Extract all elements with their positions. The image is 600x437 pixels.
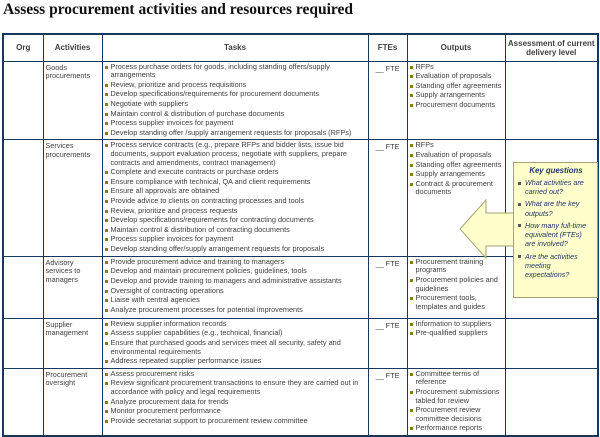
bullet-marker — [105, 122, 108, 125]
output-item: RFPs — [410, 63, 503, 72]
task-item: Ensure that purchased goods and services meet all security, safety and environmental requirements — [105, 339, 366, 356]
bullet-marker — [410, 279, 413, 282]
bullet-marker — [105, 144, 108, 147]
task-item: Address repeated supplier performance issues — [105, 357, 366, 366]
activity-cell: Procurement oversight — [43, 368, 102, 436]
output-item-list — [410, 258, 503, 312]
bullet-marker — [410, 373, 413, 376]
bullet-marker — [410, 173, 413, 176]
output-item: Pre-qualified suppliers — [410, 329, 503, 338]
output-item: Procurement documents — [410, 101, 503, 110]
tasks-cell — [102, 140, 368, 256]
bullet-marker — [105, 229, 108, 232]
callout-list — [518, 178, 594, 279]
callout-title: Key questions — [529, 166, 583, 175]
task-item: Oversight of contracting operations — [105, 287, 366, 296]
output-item: Standing offer agreements — [410, 82, 503, 91]
bullet-marker — [105, 309, 108, 312]
bullet-marker — [410, 85, 413, 88]
output-item: Supply arrangements — [410, 170, 503, 179]
bullet-marker — [105, 200, 108, 203]
bullet-marker — [105, 323, 108, 326]
task-item: Develop standing offer/supply arrangement requests for proposals — [105, 245, 366, 254]
bullet-marker — [105, 248, 108, 251]
outputs-cell — [407, 61, 505, 140]
bullet-marker — [105, 280, 108, 283]
table-row — [3, 368, 598, 436]
header-tasks: Tasks — [102, 34, 368, 61]
bullet-marker — [105, 261, 108, 264]
org-cell — [3, 140, 43, 256]
callout-item: What activities are carried out? — [518, 178, 594, 196]
task-item: Maintain control & distribution of purchase documents — [105, 110, 366, 119]
bullet-marker — [105, 190, 108, 193]
output-item: Supply arrangements — [410, 91, 503, 100]
bullet-marker — [105, 410, 108, 413]
output-item: Procurement training programs — [410, 258, 503, 275]
output-item-list — [410, 141, 503, 197]
bullet-marker — [518, 182, 521, 185]
callout-arrow — [458, 196, 516, 264]
bullet-marker — [410, 66, 413, 69]
ftes-cell: __ FTE — [368, 318, 407, 368]
task-item: Review, prioritize and process requests — [105, 207, 366, 216]
output-item-list — [410, 370, 503, 433]
bullet-marker — [105, 238, 108, 241]
task-item: Process supplier invoices for payment — [105, 235, 366, 244]
table-header — [3, 34, 598, 61]
activity-cell: Goods procurements — [43, 61, 102, 140]
assessment-cell — [505, 368, 598, 436]
table-row — [3, 61, 598, 140]
output-item: RFPs — [410, 141, 503, 150]
bullet-marker — [410, 183, 413, 186]
ftes-cell: __ FTE — [368, 140, 407, 256]
bullet-marker — [105, 342, 108, 345]
bullet-marker — [105, 360, 108, 363]
header-outputs: Outputs — [407, 34, 505, 61]
bullet-marker — [105, 132, 108, 135]
tasks-cell — [102, 368, 368, 436]
callout-item: Are the activities meeting expectations? — [518, 252, 594, 280]
task-item: Provide procurement advice and training to managers — [105, 258, 366, 267]
task-item: Process supplier invoices for payment — [105, 119, 366, 128]
task-item: Negotiate with suppliers — [105, 100, 366, 109]
callout-item: How many full-time equivalent (FTEs) are involved? — [518, 221, 594, 249]
task-item: Review, prioritize and process requisitions — [105, 81, 366, 90]
bullet-marker — [410, 94, 413, 97]
task-item: Develop specifications/requirements for procurement documents — [105, 90, 366, 99]
task-item: Develop standing offer /supply arrangement requests for proposals (RFPs) — [105, 129, 366, 138]
output-item: Standing offer agreements — [410, 161, 503, 170]
org-cell — [3, 368, 43, 436]
bullet-marker — [105, 290, 108, 293]
output-item-list — [410, 320, 503, 338]
bullet-marker — [105, 66, 108, 69]
outputs-cell — [407, 368, 505, 436]
bullet-marker — [105, 210, 108, 213]
bullet-marker — [410, 261, 413, 264]
table-row — [3, 318, 598, 368]
ftes-cell: __ FTE — [368, 368, 407, 436]
task-item: Complete and execute contracts or purchase orders — [105, 168, 366, 177]
output-item: Evaluation of proposals — [410, 72, 503, 81]
assessment-cell — [505, 318, 598, 368]
activity-cell: Advisory services to managers — [43, 256, 102, 318]
task-item: Provide secretariat support to procurement review committee — [105, 417, 366, 426]
bullet-marker — [105, 382, 108, 385]
header-activities: Activities — [43, 34, 102, 61]
bullet-marker — [410, 75, 413, 78]
callout-item: What are the key outputs? — [518, 199, 594, 217]
assessment-cell — [505, 61, 598, 140]
output-item: Information to suppliers — [410, 320, 503, 329]
bullet-marker — [105, 113, 108, 116]
task-item-list — [105, 320, 366, 366]
bullet-marker — [105, 332, 108, 335]
output-item-list — [410, 63, 503, 110]
bullet-marker — [410, 391, 413, 394]
task-item: Provide advice to clients on contracting processes and tools — [105, 197, 366, 206]
task-item: Process service contracts (e.g., prepare RFPs and bidder lists, issue bid documents, support evaluation process, negotiate with suppliers, prepare contracts and amendments, contract management) — [105, 141, 366, 167]
bullet-marker — [105, 181, 108, 184]
header-row — [3, 34, 598, 61]
task-item-list — [105, 63, 366, 138]
table-row — [3, 256, 598, 318]
tasks-cell — [102, 256, 368, 318]
output-item: Procurement review committee decisions — [410, 406, 503, 423]
bullet-marker — [518, 224, 521, 227]
page-title: Assess procurement activities and resources required — [3, 1, 354, 18]
bullet-marker — [410, 297, 413, 300]
output-item: Procurement policies and guidelines — [410, 276, 503, 293]
outputs-cell — [407, 256, 505, 318]
bullet-marker — [518, 255, 521, 258]
task-item-list — [105, 141, 366, 253]
bullet-marker — [105, 93, 108, 96]
bullet-marker — [410, 104, 413, 107]
task-item: Review supplier information records — [105, 320, 366, 329]
task-item: Process purchase orders for goods, including standing offers/supply arrangements — [105, 63, 366, 80]
bullet-marker — [410, 154, 413, 157]
bullet-marker — [410, 427, 413, 430]
bullet-marker — [518, 203, 521, 206]
output-item: Contract & procurement documents — [410, 180, 503, 197]
activity-cell: Services procurements — [43, 140, 102, 256]
output-item: Committee terms of reference — [410, 370, 503, 387]
task-item: Develop and maintain procurement policies, guidelines, tools — [105, 267, 366, 276]
bullet-marker — [105, 171, 108, 174]
output-item: Procurement tools, templates and guides — [410, 294, 503, 311]
task-item: Analyze procurement data for trends — [105, 398, 366, 407]
bullet-marker — [105, 219, 108, 222]
bullet-marker — [105, 420, 108, 423]
header-org: Org — [3, 34, 43, 61]
task-item: Ensure compliance with technical, QA and client requirements — [105, 178, 366, 187]
task-item: Develop and provide training to managers and administrative assistants — [105, 277, 366, 286]
bullet-marker — [105, 299, 108, 302]
output-item: Procurement submissions tabled for review — [410, 388, 503, 405]
task-item: Maintain control & distribution of contracting documents — [105, 226, 366, 235]
bullet-marker — [105, 373, 108, 376]
tasks-cell — [102, 61, 368, 140]
task-item-list — [105, 258, 366, 315]
task-item: Analyze procurement processes for potential improvements — [105, 306, 366, 315]
task-item: Assess supplier capabilities (e.g., technical, financial) — [105, 329, 366, 338]
ftes-cell: __ FTE — [368, 256, 407, 318]
tasks-cell — [102, 318, 368, 368]
activity-cell: Supplier management — [43, 318, 102, 368]
bullet-marker — [410, 144, 413, 147]
bullet-marker — [410, 409, 413, 412]
bullet-marker — [105, 270, 108, 273]
bullet-marker — [105, 103, 108, 106]
task-item: Liaise with central agencies — [105, 296, 366, 305]
bullet-marker — [105, 84, 108, 87]
org-cell — [3, 61, 43, 140]
key-questions-callout — [513, 162, 598, 298]
task-item-list — [105, 370, 366, 426]
output-item: Evaluation of proposals — [410, 151, 503, 160]
bullet-marker — [105, 401, 108, 404]
task-item: Monitor procurement performance — [105, 407, 366, 416]
org-cell — [3, 318, 43, 368]
task-item: Ensure all approvals are obtained — [105, 187, 366, 196]
bullet-marker — [410, 164, 413, 167]
ftes-cell: __ FTE — [368, 61, 407, 140]
task-item: Develop specifications/requirements for contracting documents — [105, 216, 366, 225]
task-item: Review significant procurement transactions to ensure they are carried out in accordance with policy and legal requirements — [105, 379, 366, 396]
header-assessment: Assessment of current delivery level — [505, 34, 598, 61]
bullet-marker — [410, 332, 413, 335]
org-cell — [3, 256, 43, 318]
outputs-cell — [407, 318, 505, 368]
task-item: Assess procurement risks — [105, 370, 366, 379]
header-ftes: FTEs — [368, 34, 407, 61]
output-item: Performance reports — [410, 424, 503, 433]
bullet-marker — [410, 323, 413, 326]
